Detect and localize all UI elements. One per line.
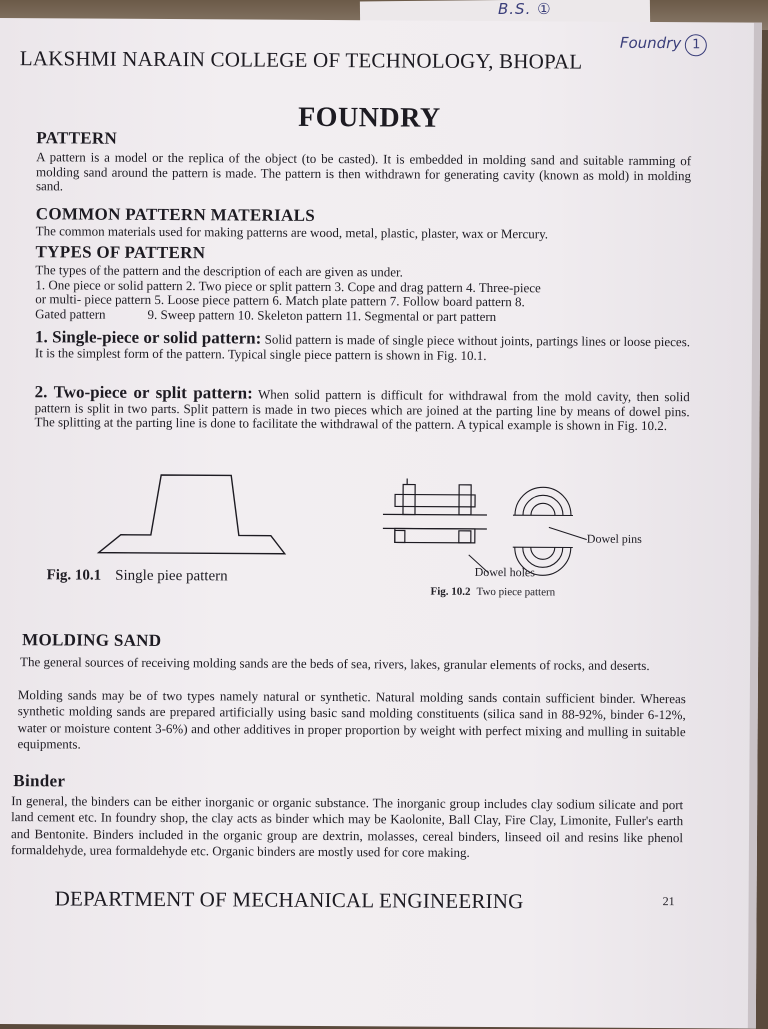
types-line-3 <box>35 307 695 326</box>
fig-10-2-number: Fig. 10.2 <box>430 586 470 598</box>
split-pattern-end-views <box>513 487 574 575</box>
dowel-holes-label: Dowel holes <box>475 565 535 580</box>
dowel-pins-label: Dowel pins <box>587 532 642 547</box>
types-line-2: or multi- piece pattern 5. Loose piece pattern 6. Match plate pattern 7. Follow board pattern 8. <box>35 292 695 311</box>
page-edge <box>748 23 762 1029</box>
text-two-piece: When solid pattern is difficult for withdrawal from the mold cavity, then solid pattern is split in two parts. Split pattern is made in two pieces which are joined at the parting line by means of dowel pins. The splitting at the parting line is done to facilitate the withdrawal of the pattern. A typical example is shown in Fig. 10.2. <box>34 387 689 434</box>
paragraph-materials: The common materials used for making patterns are wood, metal, plastic, plaster, wax or Mercury. <box>36 224 691 243</box>
heading-binder: Binder <box>13 771 65 791</box>
paragraph-molding-sand-1: The general sources of receiving molding sands are the beds of sea, rivers, lakes, granular elements of rocks, and deserts. <box>20 654 688 674</box>
text-single-piece: Solid pattern is made of single piece without joints, partings lines or loose pieces. It is the simplest form of the pattern. Typical single piece pattern is shown in Fig. 10.1. <box>35 332 690 363</box>
college-name: LAKSHMI NARAIN COLLEGE OF TECHNOLOGY, BHOPAL <box>20 46 700 75</box>
paragraph-two-piece <box>34 385 689 434</box>
page-title: FOUNDRY <box>0 100 739 137</box>
types-intro: The types of the pattern and the description of each are given as under. <box>35 263 695 282</box>
handwritten-corner-number: 1 <box>685 34 707 56</box>
heading-pattern: PATTERN <box>36 128 117 148</box>
types-line-3a: Gated pattern <box>35 306 105 321</box>
types-line-3b: 9. Sweep pattern 10. Skeleton pattern 11. Segmental or part pattern <box>148 307 497 324</box>
heading-single-piece: 1. Single-piece or solid pattern: <box>35 327 261 347</box>
single-piece-pattern-outline <box>99 475 285 554</box>
types-list <box>35 263 695 325</box>
heading-molding-sand: MOLDING SAND <box>22 630 161 651</box>
fig-10-1-drawing <box>95 469 292 558</box>
handwritten-corner-text: Foundry <box>620 34 681 52</box>
split-pattern-lower <box>383 528 487 543</box>
footer-department: DEPARTMENT OF MECHANICAL ENGINEERING <box>55 886 524 914</box>
heading-two-piece: 2. Two-piece or split pattern: <box>35 382 253 402</box>
types-line-1: 1. One piece or solid pattern 2. Two piece or split pattern 3. Cope and drag pattern 4. Three-piece <box>35 278 695 297</box>
heading-types: TYPES OF PATTERN <box>36 242 206 263</box>
fig-10-1-text: Single piee pattern <box>115 568 228 585</box>
handwritten-top-note: B.S. ① <box>498 0 552 18</box>
fig-10-1-number: Fig. 10.1 <box>47 567 102 583</box>
paragraph-binder: In general, the binders can be either inorganic or organic substance. The inorganic group includes clay sodium silicate and port land cement etc. In foundry shop, the clay acts as binder which may be Kaolonite, Ball Clay, Fire Clay, Limonite, Fuller's earth and Bentonite. Binders included in the organic group are dextrin, molasses, cereal binders, linseed oil and resins like phenol formaldehyde, urea formaldehyde etc. Organic binders are mostly used for core making. <box>11 793 683 863</box>
heading-materials: COMMON PATTERN MATERIALS <box>36 204 315 226</box>
paragraph-pattern: A pattern is a model or the replica of the object (to be casted). It is embedded in molding sand and suitable ramming of molding sand around the pattern is made. The pattern is then withdrawn for generating cavity (known as mold) in molding sand. <box>36 150 691 198</box>
page-number: 21 <box>663 894 675 909</box>
paragraph-molding-sand-2: Molding sands may be of two types namely natural or synthetic. Natural molding sands contain sufficient binder. Whereas synthetic molding sands are prepared artificially using basic sand molding constituents (silica sand in 88-92%, binder 6-12%, water or moisture content 3-6%) and other additives in proper proportion by weight with perfect mixing and mulling in suitable equipments. <box>18 687 686 757</box>
dowel-pins-leader <box>549 527 587 539</box>
fig-10-1-caption <box>47 567 228 585</box>
document-page <box>0 18 762 1029</box>
paragraph-single-piece <box>35 330 690 364</box>
fig-10-2-caption <box>430 586 555 599</box>
fig-10-2-text: Two piece pattern <box>476 586 555 598</box>
fig-10-2-drawing <box>377 476 588 577</box>
split-pattern-upper <box>383 478 487 515</box>
